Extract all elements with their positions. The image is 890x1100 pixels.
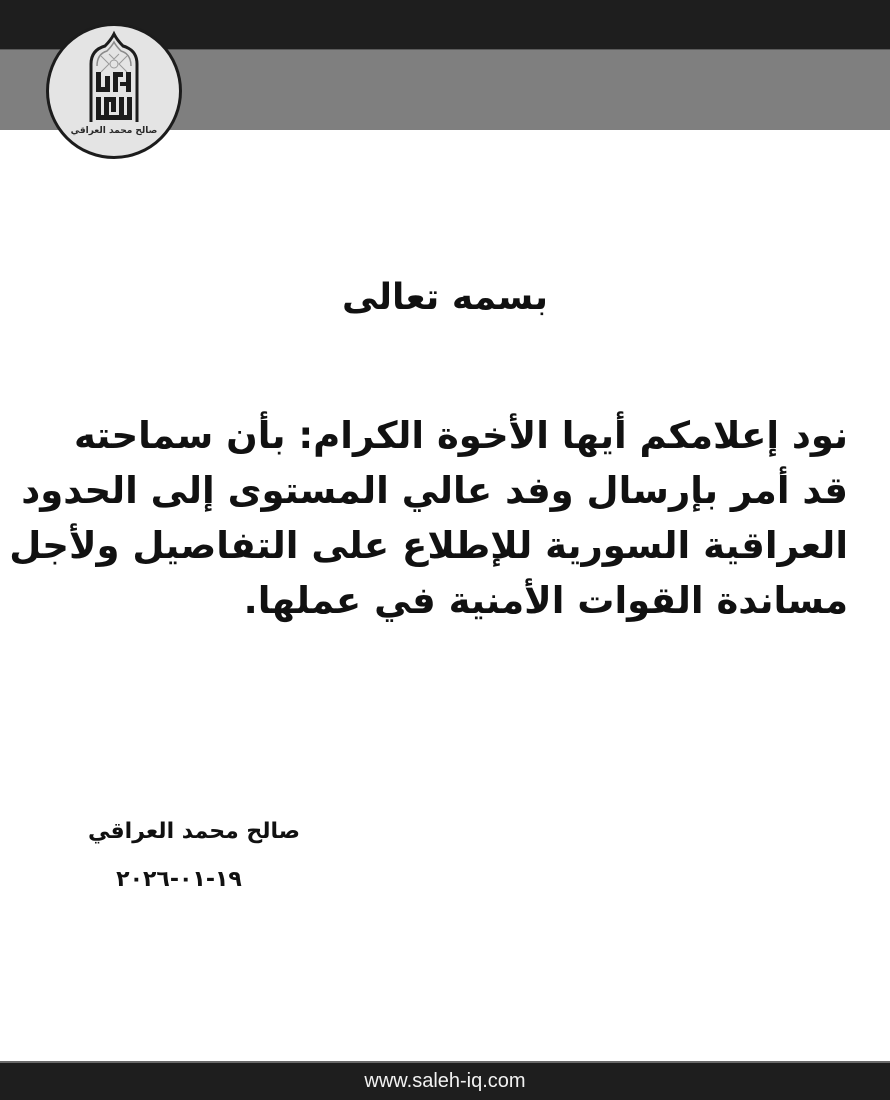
website-link[interactable]: www.saleh-iq.com (364, 1070, 526, 1092)
signature-date: ١٩-٠١-٢٠٢٦ (116, 867, 242, 892)
body-line: قد أمر بإرسال وفد عالي المستوى إلى الحدود (21, 469, 848, 512)
signature-name: صالح محمد العراقي (88, 819, 300, 844)
logo-caption: صالح محمد العراقي (70, 126, 158, 136)
body-line: مساندة القوات الأمنية في عملها. (243, 579, 848, 622)
signature-block (50, 812, 300, 900)
document-body (9, 408, 848, 628)
calligraphy-arch-logo-icon (49, 26, 179, 156)
document-title: بسمه تعالى (342, 277, 548, 318)
body-line: نود إعلامكم أيها الأخوة الكرام: بأن سماحته (73, 414, 848, 457)
footer-bar (0, 1061, 890, 1100)
body-line: العراقية السورية للإطلاع على التفاصيل ولأجل (9, 524, 848, 567)
logo (46, 23, 182, 159)
